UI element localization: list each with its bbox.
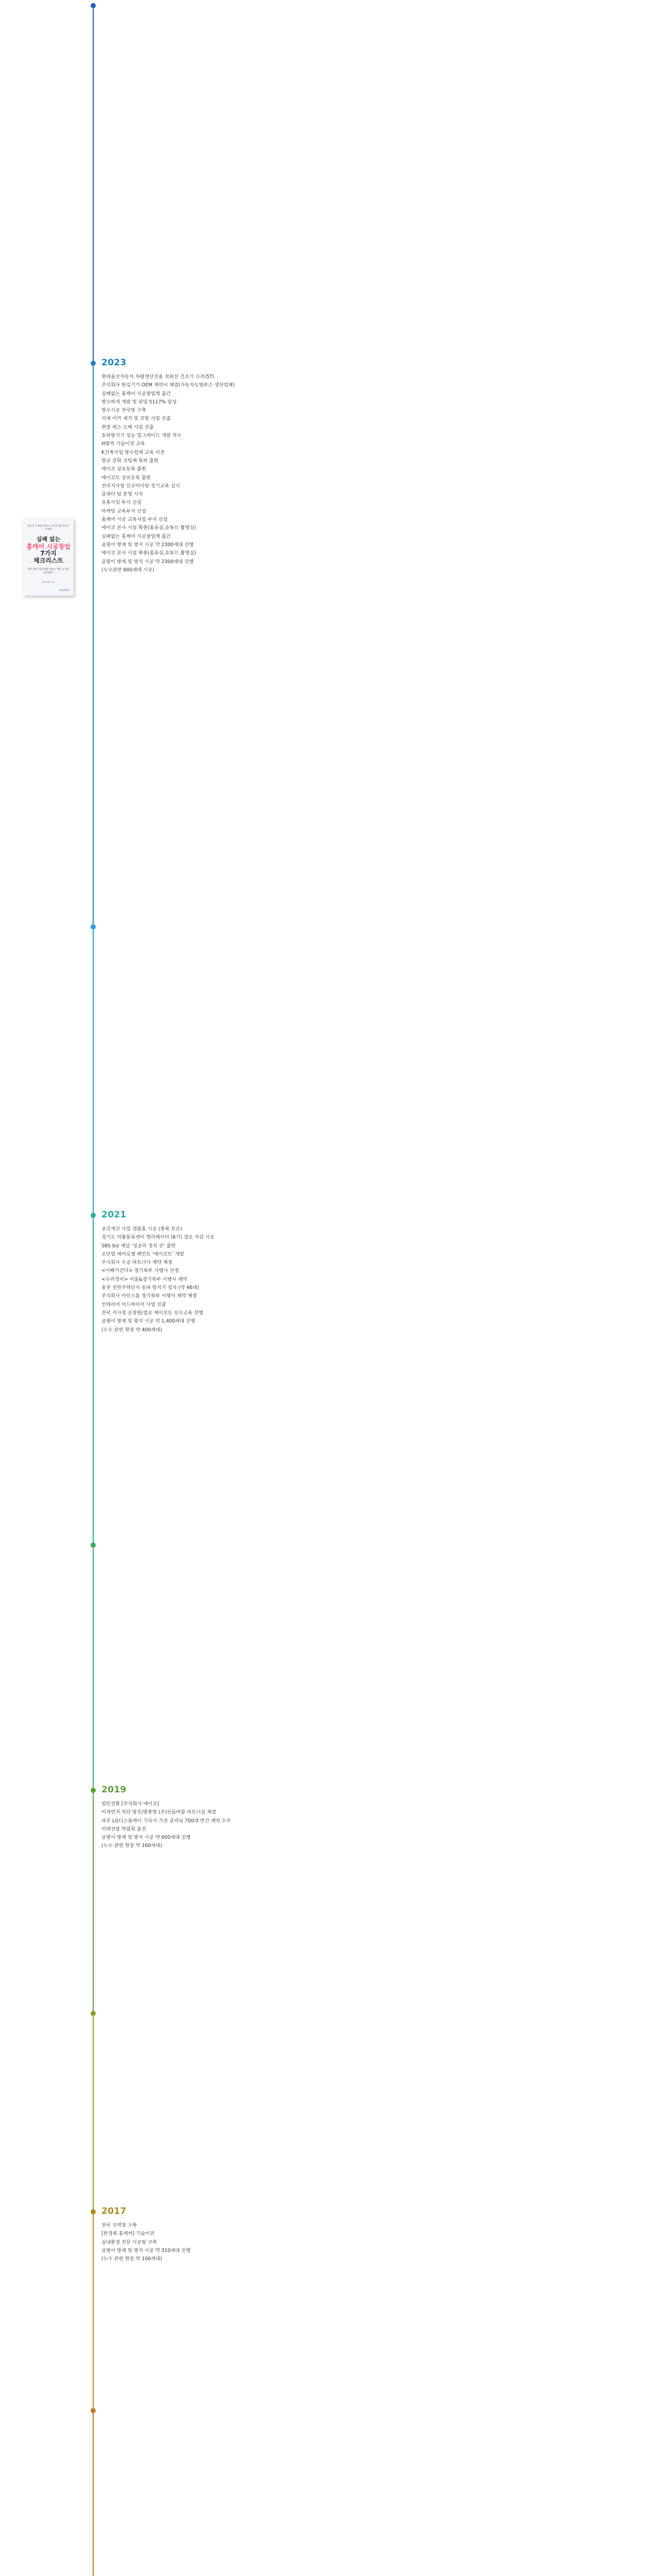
book-title-line1: 실패 없는 — [36, 536, 61, 543]
timeline-line-segment — [93, 1791, 94, 2014]
history-timeline — [0, 0, 235, 2576]
history-item: 실패없는 홈케어 시공창업책 출간 — [101, 391, 171, 397]
history-item: 조단열 에어로젤 페인트 '에이코트' 개발 — [101, 1251, 184, 1257]
history-item: 실내환경 전문 시공팀 구축 — [101, 2239, 157, 2245]
history-item: 항균 증화 코팅제 특허 출원 — [101, 457, 159, 464]
book-publisher: Goodtime — [59, 589, 70, 591]
year-item-list — [101, 1800, 231, 1851]
history-item: 홈케어 시공 교육사업 부서 신설 — [101, 517, 168, 523]
history-item: (누수 관련 현장 약 400세대) — [101, 1327, 162, 1333]
timeline-dot — [91, 3, 96, 8]
history-item: 에이코 본사 시설 확충(홈류실,유튜브 촬영실) — [101, 550, 196, 556]
history-item: (누수 관련 현장 약 160세대) — [101, 1843, 162, 1849]
history-item: 에이코 본사 시설 확충(홈류실,유튜브 촬영실) — [101, 525, 196, 531]
year-heading: 2023 — [101, 358, 127, 368]
timeline-line-segment — [93, 2014, 94, 2212]
history-item: 곰팡이 방제 및 방지 시공 약 310세대 진행 — [101, 2247, 191, 2253]
history-item: 경기도 의왕물류센터 엘리베이터 (6기) 결로 저감 시공 — [101, 1234, 215, 1241]
timeline-line-segment — [93, 6, 94, 364]
book-cover-image — [23, 518, 74, 596]
book-title-line4: 체크리스트 — [33, 557, 63, 564]
book-subtitle: 업체 명 게 매출 향상되기, 당신의 매체 업체 문제 방법 — [27, 524, 70, 530]
history-item: 전국 지사장 공장원/결로 에이코트 보수교육 진행 — [101, 1310, 203, 1316]
history-item: 인테리어 어드바이저 사업 진출 — [101, 1301, 166, 1308]
timeline-line-segment — [93, 364, 94, 927]
history-item: 공간개선 사업 샘플홈 시공 (충북 보은) — [101, 1226, 182, 1232]
timeline-dot — [91, 2408, 96, 2413]
history-item: 클센터 팀 운영 시작 — [101, 492, 143, 498]
history-item: 홍천 전원주택단지 동파 방지기 설치 (약 46대) — [101, 1285, 199, 1291]
history-item: 파주 LG디스플레이 기숙사 가전 클리닝 700대 연간 계약 수주 — [101, 1818, 231, 1824]
timeline-dot — [91, 1543, 96, 1548]
timeline-dot — [91, 924, 96, 929]
history-item: 실패없는 홈케어 시공창업책 출간 — [101, 533, 171, 539]
history-item: 에이코 상표등록 출원 — [101, 466, 146, 472]
timeline-dot — [91, 361, 96, 366]
year-item-list — [101, 1225, 215, 1334]
timeline-line-segment — [93, 2411, 94, 2576]
history-item: 동파방지기 성능 업그레이드 개발 착수 — [101, 433, 182, 439]
history-item: 주식회사 수공 파트너사 계약 체결 — [101, 1260, 172, 1266]
history-item: 곰팡이 방제 및 방지 시공 약 2300세대 진행 — [101, 541, 194, 548]
history-item: 마케팅 교육부서 신설 — [101, 508, 146, 514]
year-item-list — [101, 2222, 190, 2263]
history-item: 석재 이끼 제거 및 코팅 사업 진출 — [101, 416, 171, 422]
history-item: 현장 픽스 도배 사업 진출 — [101, 424, 154, 430]
year-item-list — [101, 373, 235, 574]
timeline-dot — [91, 2209, 96, 2214]
book-author: 홈케어창업 지음 — [42, 581, 55, 583]
book-title-line2: 홈케어 시공창업 — [26, 543, 71, 550]
history-item: K건축사업 방수업체 교육 이전 — [101, 449, 165, 455]
history-item: 방수시공 전국망 구축 — [101, 408, 146, 414]
timeline-dot — [91, 1213, 96, 1218]
history-item: 현대울산자동차 차량생산진용 적외선 건조기 수주(5T) — [101, 374, 215, 380]
history-item: 주식회사 한길기기 OEM 계약서 체결(자동차도방부스 생산업체) — [101, 382, 235, 388]
year-heading: 2021 — [101, 1210, 127, 1220]
history-item: (누수관련 600세대 시공) — [101, 567, 154, 573]
book-title-line3: 7가지 — [40, 550, 57, 557]
history-item: 유통사업 부서 신설 — [101, 500, 142, 506]
history-item: (누수 관련 현장 약 100세대) — [101, 2256, 162, 2262]
history-item: 미세먼지 차단 방진/방충망 (주)산들바람 파트너십 체결 — [101, 1809, 216, 1816]
history-item: <수리정이> 서울&경기북부 시행사 계약 — [101, 1276, 187, 1282]
history-item: 곰팡이 방제 및 방지 시공 약 1,400세대 진행 — [101, 1318, 196, 1325]
history-item: [한경희 홈케어] 기술이전 — [101, 2231, 154, 2237]
history-item: 미래전람 박람회 출진 — [101, 1826, 146, 1832]
history-item: H방역 기술이전 교육 — [101, 441, 145, 447]
year-heading: 2017 — [101, 2206, 127, 2216]
history-item: 전국지사장 신규미이팅 정기교육 실시 — [101, 483, 180, 489]
timeline-line-segment — [93, 927, 94, 1216]
history-item: 전국 지역망 구축 — [101, 2223, 137, 2228]
history-item: 방수하게 개발 및 펀딩 5117% 달성 — [101, 399, 177, 405]
history-item: 곰팡이 방제 및 방지 시공 약 2300세대 진행 — [101, 558, 194, 565]
year-heading: 2019 — [101, 1785, 127, 1795]
history-item: 주식회사 아인스홈 경기북부 시행사 계약 체결 — [101, 1293, 197, 1299]
timeline-line-segment — [93, 2212, 94, 2411]
history-item: 에이코트 상표등록 출원 — [101, 474, 151, 481]
timeline-line-segment — [93, 1216, 94, 1546]
history-item: 곰팡이 방제 및 방지 시공 약 600세대 진행 — [101, 1835, 191, 1841]
history-item: SBS biz 채널 '성공의 정석 꾼' 출연 — [101, 1243, 176, 1249]
history-item: 법인전환 [주식회사 에이코] — [101, 1801, 159, 1807]
history-item: <이빠가간다> 경기북부 시행사 선정 — [101, 1268, 179, 1274]
book-tagline: "내가 벌고 있던 방문 청소는 결국 남 좋은 일이었다" — [27, 568, 70, 574]
timeline-line-segment — [93, 1546, 94, 1791]
timeline-dot — [91, 2011, 96, 2016]
timeline-dot — [91, 1788, 96, 1793]
